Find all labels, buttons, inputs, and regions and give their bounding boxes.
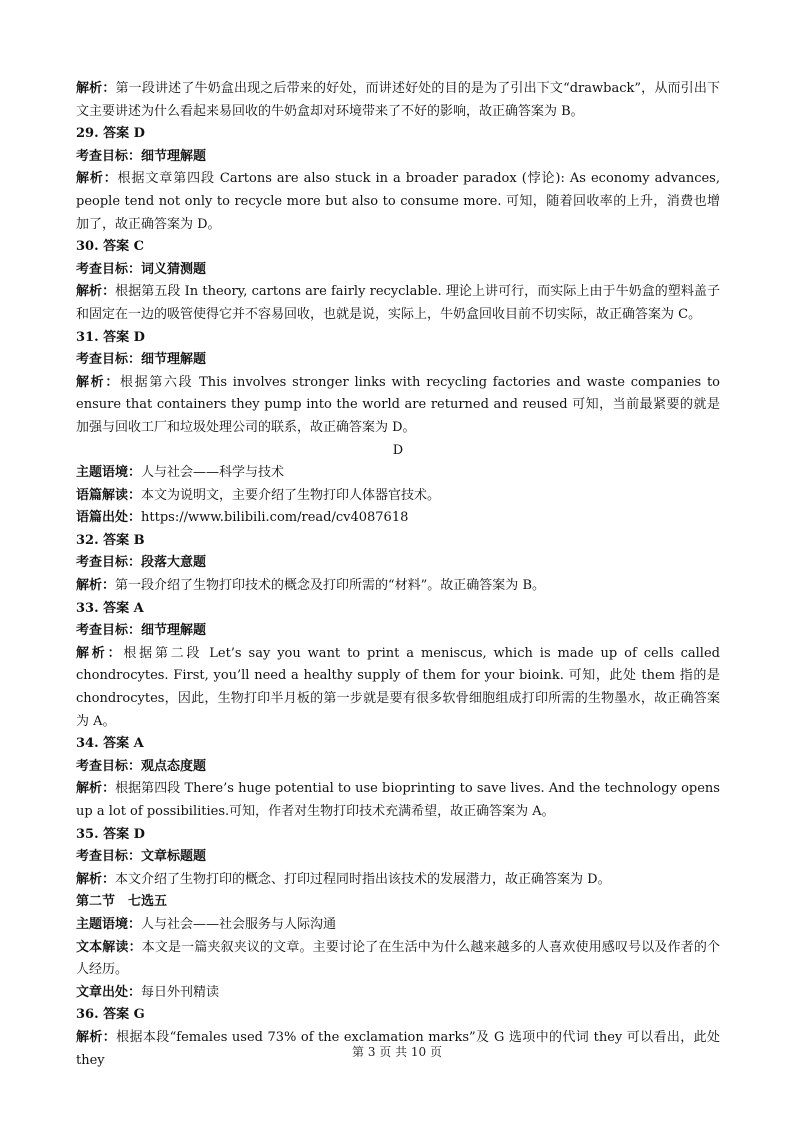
text-line (76, 372, 720, 440)
line-label: 32. 答案 B (76, 532, 145, 548)
line-text: 根据第四段 There’s huge potential to use bioprinting to save lives. And the technology opens up a lot of possibilities.可知，作者对生物打印技术充满希望，故正确答案为 A。 (76, 781, 720, 819)
text-line (76, 78, 720, 123)
text-line (76, 259, 720, 282)
line-label: 考查目标：细节理解题 (76, 352, 207, 368)
line-text: 人与社会——社会服务与人际沟通 (141, 916, 337, 932)
text-line (76, 756, 720, 779)
text-line (76, 891, 720, 914)
line-label: 第二节 七选五 (76, 894, 168, 910)
line-text: 根据第六段 This involves stronger links with recycling factories and waste companies to ensure that containers they pump into the world are returned and reused 可知，当前最紧要的就是加强与回收工厂和垃圾处理公司的联系，故正确答案为 D。 (76, 374, 720, 435)
answer-block-d (76, 462, 720, 1072)
text-line (76, 507, 720, 530)
line-text: 人与社会——科学与技术 (141, 465, 285, 481)
answer-block-c (76, 78, 720, 440)
document-body (76, 78, 720, 1072)
line-label: 文本解读： (76, 939, 142, 955)
line-label: 考查目标：文章标题题 (76, 849, 207, 865)
line-label: 解析： (76, 171, 118, 187)
text-line (76, 236, 720, 259)
line-text: 根据文章第四段 Cartons are also stuck in a broader paradox (悖论): As economy advances, people tend not only to recycle more but also to consume more. 可知，随着回收率的上升，消费也增加了，故正确答案为 D。 (76, 171, 720, 232)
line-label: 解析： (76, 578, 116, 594)
line-label: 解析： (76, 871, 116, 887)
line-text: 第一段讲述了牛奶盒出现之后带来的好处，而讲述好处的目的是为了引出下文“drawback”，从而引出下文主要讲述为什么看起来易回收的牛奶盒却对环境带来了不好的影响，故正确答案为 B。 (76, 81, 720, 119)
section-heading: D (392, 442, 404, 458)
text-line (76, 575, 720, 598)
line-label: 语篇出处： (76, 510, 142, 526)
line-label: 考查目标：段落大意题 (76, 555, 207, 571)
text-line (76, 643, 720, 733)
text-line (76, 123, 720, 146)
line-label: 解析： (76, 81, 116, 96)
text-line (76, 349, 720, 372)
line-label: 主题语境： (76, 916, 142, 932)
text-line (76, 914, 720, 937)
line-label: 解析： (76, 781, 116, 797)
text-line (76, 530, 720, 553)
line-text: 每日外刊精读 (141, 984, 220, 1000)
line-text: 根据本段“females used 73% of the exclamation marks”及 G 选项中的代词 they 可以看出，此处 they (76, 1029, 720, 1068)
line-label: 35. 答案 D (76, 826, 145, 842)
line-label: 30. 答案 C (76, 239, 145, 255)
line-label: 33. 答案 A (76, 600, 144, 616)
text-line (76, 778, 720, 823)
text-line (76, 552, 720, 575)
line-text: https://www.bilibili.com/read/cv4087618 (141, 510, 409, 526)
line-label: 主题语境： (76, 465, 142, 481)
text-line (76, 168, 720, 236)
line-text: 第一段介绍了生物打印技术的概念及打印所需的“材料”。故正确答案为 B。 (115, 578, 545, 594)
line-label: 考查目标：细节理解题 (76, 623, 207, 639)
text-line (76, 281, 720, 326)
text-line (76, 485, 720, 508)
line-label: 31. 答案 D (76, 329, 145, 345)
line-label: 文章出处： (76, 984, 142, 1000)
line-label: 36. 答案 G (76, 1007, 145, 1023)
text-line (76, 327, 720, 350)
line-label: 考查目标：观点态度题 (76, 758, 207, 774)
text-line (76, 824, 720, 847)
text-line (76, 1004, 720, 1027)
line-text: 本文为说明文，主要介绍了生物打印人体器官技术。 (141, 487, 441, 503)
line-text: 根据第五段 In theory, cartons are fairly recyclable. 理论上讲可行，而实际上由于牛奶盒的塑料盖子和固定在一边的吸管使得它并不容易回收，也就是说，实际上，牛奶盒回收目前不切实际，故正确答案为 C。 (76, 284, 720, 322)
line-label: 考查目标：词义猜测题 (76, 261, 207, 277)
line-label: 考查目标：细节理解题 (76, 148, 207, 164)
text-line (76, 937, 720, 982)
text-line (76, 462, 720, 485)
line-label: 语篇解读： (76, 487, 142, 503)
line-label: 解析： (76, 374, 120, 390)
text-line (76, 733, 720, 756)
line-text: 本文介绍了生物打印的概念、打印过程同时指出该技术的发展潜力，故正确答案为 D。 (115, 871, 611, 887)
text-line (76, 846, 720, 869)
text-line (76, 146, 720, 169)
line-label: 34. 答案 A (76, 736, 144, 752)
line-label: 解析： (76, 645, 124, 661)
text-line (76, 869, 720, 892)
line-label: 29. 答案 D (76, 126, 145, 142)
line-label: 解析： (76, 284, 116, 300)
page-footer: 第 3 页 共 10 页 (352, 1045, 442, 1059)
line-text: 根据第二段 Let’s say you want to print a meniscus, which is made up of cells called chondrocytes. First, you’ll need a healthy supply of them for your bioink. 可知，此处 them 指的是 chondrocytes，因此，生物打印半月板的第一步就是要有很多软骨细胞组成打印所需的生物墨水，故正确答案为 A。 (76, 645, 720, 729)
text-line (76, 598, 720, 621)
line-text: 本文是一篇夹叙夹议的文章。主要讨论了在生活中为什么越来越多的人喜欢使用感叹号以及作者的个人经历。 (76, 939, 720, 978)
text-line (76, 620, 720, 643)
line-label: 解析： (76, 1029, 117, 1045)
text-line (76, 982, 720, 1005)
